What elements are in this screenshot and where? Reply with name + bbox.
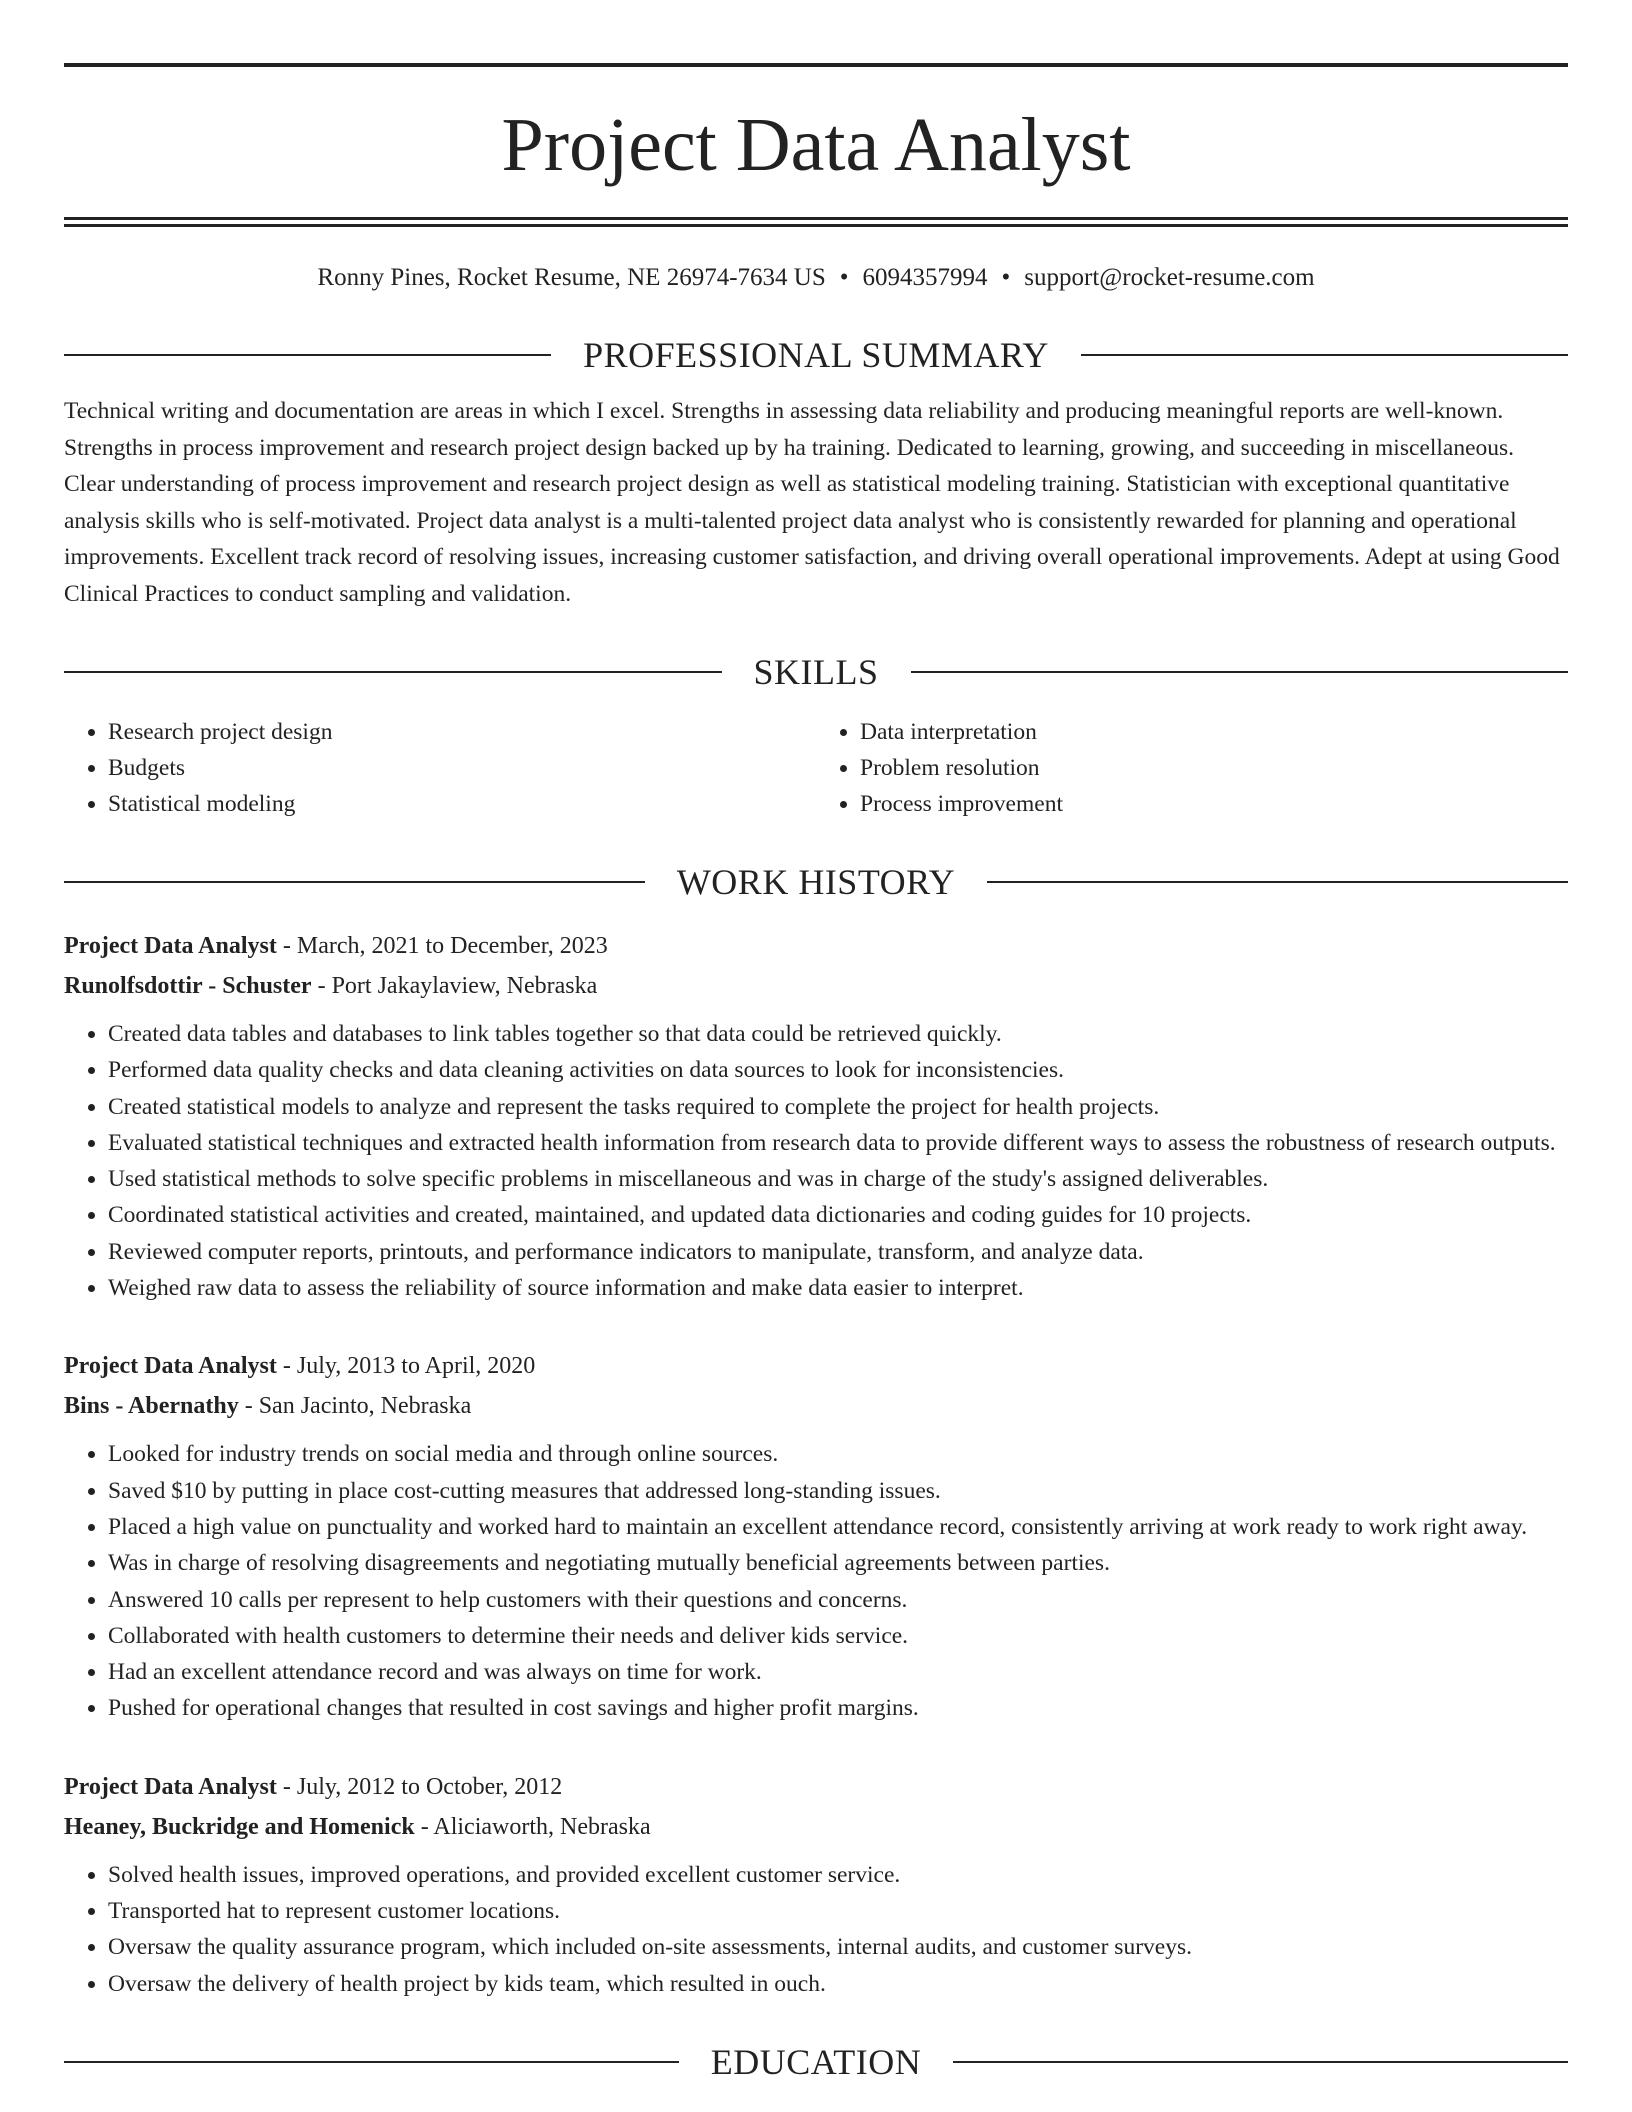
contact-separator: •	[1001, 264, 1011, 291]
work-section-header	[64, 860, 1568, 904]
job-bullet: • Used statistical methods to solve specific problems in miscellaneous and was in charge of the study's assigned deliverables.	[108, 1161, 1568, 1197]
skill-item: • Budgets	[108, 750, 816, 786]
job-entry	[64, 1346, 1568, 1726]
education-section-header	[64, 2040, 1568, 2084]
section-rule-left	[64, 354, 551, 356]
skills-section-header	[64, 650, 1568, 694]
work-section-title: WORK HISTORY	[676, 862, 956, 902]
contact-phone: 6094357994	[862, 264, 988, 291]
job-bullets	[64, 1857, 1568, 2002]
job-location: - San Jacinto, Nebraska	[238, 1393, 472, 1420]
job-location: - Port Jakaylaview, Nebraska	[311, 973, 598, 999]
job-dates: - July, 2012 to October, 2012	[276, 1773, 563, 1800]
job-bullet: • Weighed raw data to assess the reliability of source information and make data easier to interpret.	[108, 1270, 1568, 1306]
education-section-title: EDUCATION	[710, 2041, 922, 2082]
job-title-line	[64, 926, 1568, 966]
job-company: Bins - Abernathy	[64, 1393, 239, 1420]
job-bullet: • Created data tables and databases to link tables together so that data could be retrieved quickly.	[108, 1016, 1568, 1052]
job-dates: - March, 2021 to December, 2023	[276, 933, 608, 959]
job-entry	[64, 926, 1568, 1306]
job-bullet: • Created statistical models to analyze and represent the tasks required to complete the project for health projects.	[108, 1089, 1568, 1125]
job-bullets	[64, 1016, 1568, 1306]
job-bullet: • Oversaw the quality assurance program, which included on-site assessments, internal audits, and customer surveys.	[108, 1929, 1568, 1965]
summary-section-title: PROFESSIONAL SUMMARY	[583, 335, 1049, 375]
section-rule-left	[64, 2061, 679, 2063]
title-double-rule	[64, 217, 1568, 227]
job-company: Heaney, Buckridge and Homenick	[64, 1813, 415, 1840]
job-company-line	[64, 966, 1568, 1006]
job-company: Runolfsdottir - Schuster	[64, 973, 312, 999]
job-company-line	[64, 1386, 1568, 1426]
job-title-line	[64, 1767, 1568, 1807]
job-bullet: • Pushed for operational changes that resulted in cost savings and higher profit margins.	[108, 1690, 1568, 1726]
job-bullet: • Collaborated with health customers to determine their needs and deliver kids service.	[108, 1618, 1568, 1654]
section-rule-right	[987, 881, 1568, 883]
summary-section-header	[64, 333, 1568, 377]
job-bullet: • Performed data quality checks and data cleaning activities on data sources to look for inconsistencies.	[108, 1052, 1568, 1088]
job-title-line	[64, 1346, 1568, 1386]
job-company-line	[64, 1807, 1568, 1847]
skills-list-left	[64, 714, 816, 822]
resume-page	[64, 0, 1568, 2084]
skill-item: • Research project design	[108, 714, 816, 750]
job-bullet: • Answered 10 calls per represent to help customers with their questions and concerns.	[108, 1582, 1568, 1618]
job-entry	[64, 1767, 1568, 2002]
top-rule	[64, 63, 1568, 67]
job-bullet: • Looked for industry trends on social media and through online sources.	[108, 1436, 1568, 1472]
skill-item: • Data interpretation	[860, 714, 1568, 750]
section-rule-right	[1081, 354, 1568, 356]
job-title: Project Data Analyst	[64, 933, 277, 959]
summary-text: Technical writing and documentation are areas in which I excel. Strengths in assessing data reliability and producing meaningful reports are well-known. Strengths in process improvement and research project design backed up by ha training. Dedicated to learning, growing, and succeeding in miscellaneous. Clear understanding of process improvement and research project design as well as statistical modeling training. Statistician with exceptional quantitative analysis skills who is self-motivated. Project data analyst is a multi-talented project data analyst who is consistently rewarded for planning and operational improvements. Excellent track record of resolving issues, increasing customer satisfaction, and driving overall operational improvements. Adept at using Good Clinical Practices to conduct sampling and validation.	[64, 398, 1560, 607]
job-bullet: • Was in charge of resolving disagreements and negotiating mutually beneficial agreements between parties.	[108, 1545, 1568, 1581]
job-bullet: • Saved $10 by putting in place cost-cutting measures that addressed long-standing issues.	[108, 1473, 1568, 1509]
skills-columns	[64, 714, 1568, 822]
section-rule-right	[911, 671, 1569, 673]
contact-separator: •	[839, 264, 849, 291]
job-bullet: • Transported hat to represent customer locations.	[108, 1893, 1568, 1929]
skill-item: • Statistical modeling	[108, 786, 816, 822]
job-title: Project Data Analyst	[64, 1353, 277, 1380]
job-bullet: • Solved health issues, improved operations, and provided excellent customer service.	[108, 1857, 1568, 1893]
section-rule-left	[64, 671, 722, 673]
contact-email: support@rocket-resume.com	[1024, 264, 1315, 291]
skill-item: • Problem resolution	[860, 750, 1568, 786]
job-bullet: • Had an excellent attendance record and was always on time for work.	[108, 1654, 1568, 1690]
job-bullet: • Reviewed computer reports, printouts, and performance indicators to manipulate, transform, and analyze data.	[108, 1234, 1568, 1270]
job-title: Project Data Analyst	[64, 1773, 277, 1800]
skills-list-right	[816, 714, 1568, 822]
job-bullet: • Evaluated statistical techniques and extracted health information from research data to provide different ways to assess the robustness of research outputs.	[108, 1125, 1568, 1161]
job-dates: - July, 2013 to April, 2020	[276, 1353, 536, 1380]
section-rule-right	[953, 2061, 1568, 2063]
job-bullet: • Oversaw the delivery of health project by kids team, which resulted in ouch.	[108, 1966, 1568, 2002]
job-location: - Aliciaworth, Nebraska	[414, 1813, 651, 1840]
job-bullet: • Coordinated statistical activities and created, maintained, and updated data dictionaries and coding guides for 10 projects.	[108, 1197, 1568, 1233]
skill-item: • Process improvement	[860, 786, 1568, 822]
section-rule-left	[64, 881, 645, 883]
resume-title: Project Data Analyst	[501, 103, 1131, 187]
job-bullets	[64, 1436, 1568, 1726]
contact-line	[64, 261, 1568, 295]
contact-address: Ronny Pines, Rocket Resume, NE 26974-7634 US	[317, 264, 826, 291]
skills-section-title: SKILLS	[753, 652, 879, 692]
job-bullet: • Placed a high value on punctuality and worked hard to maintain an excellent attendance record, consistently arriving at work ready to work right away.	[108, 1509, 1568, 1545]
